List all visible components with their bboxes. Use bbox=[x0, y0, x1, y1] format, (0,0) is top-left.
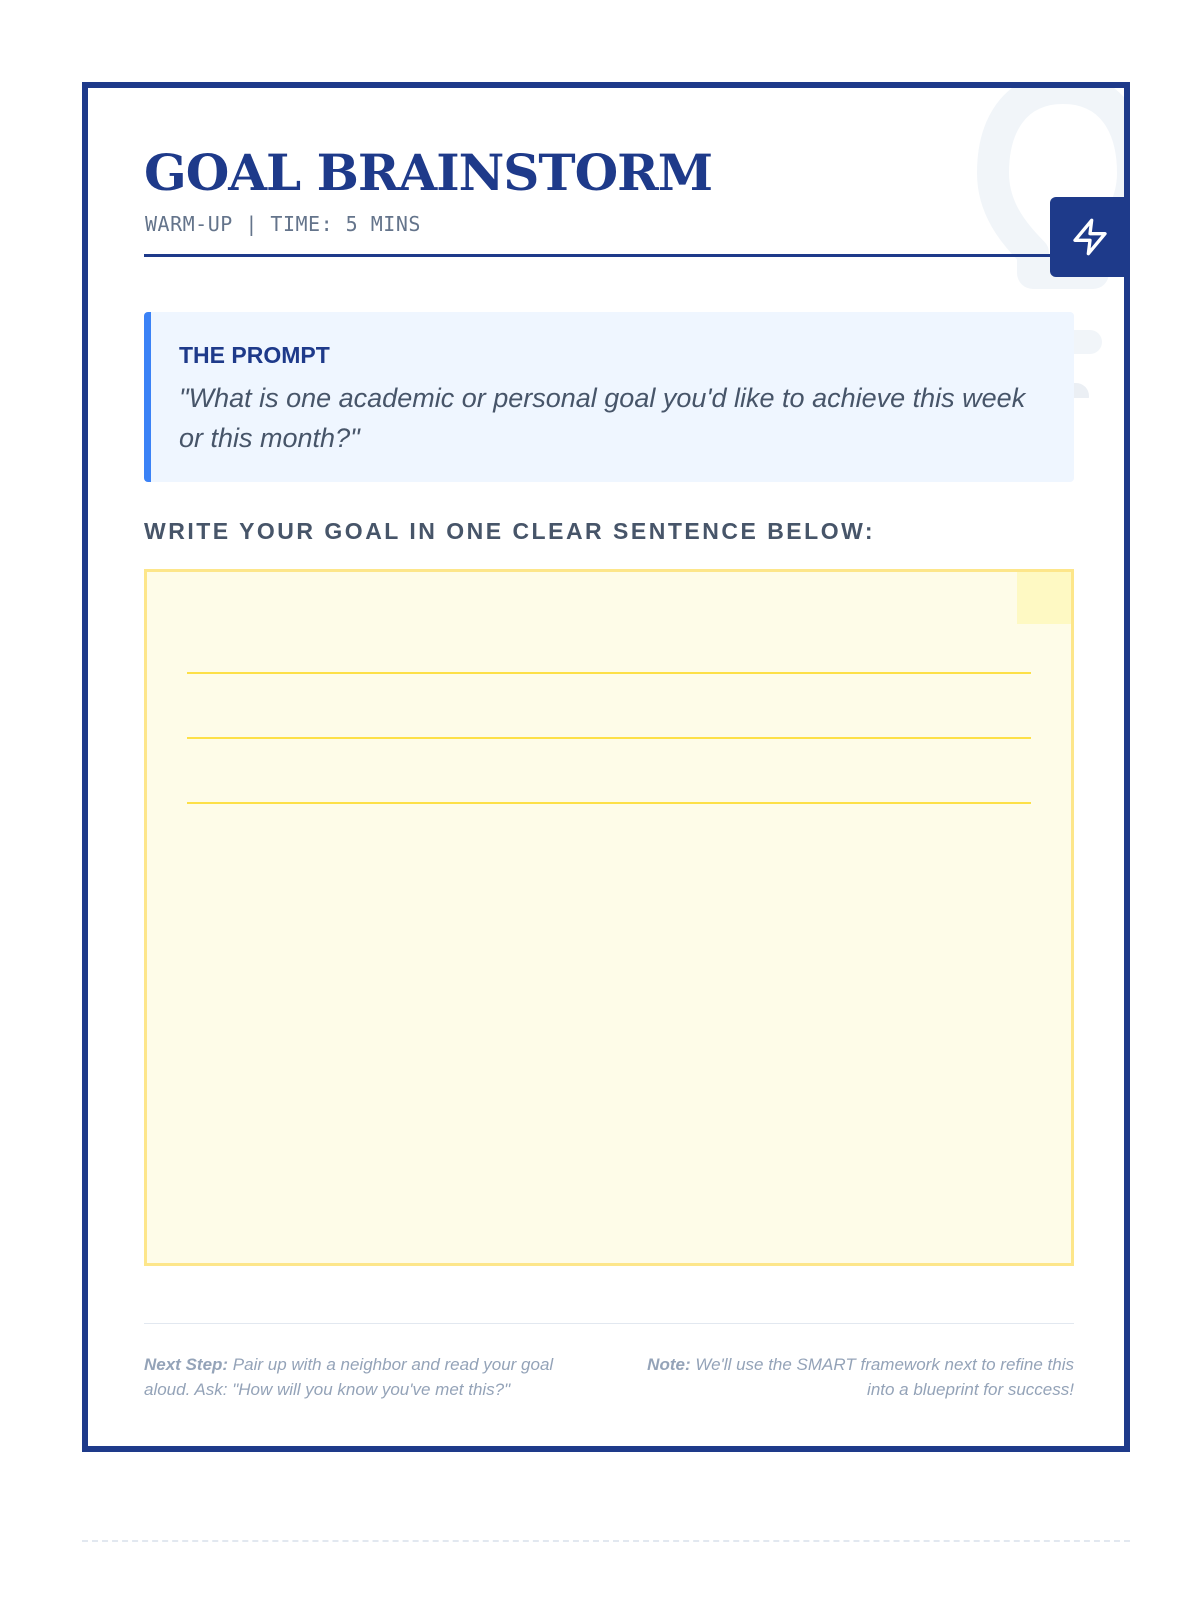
prompt-text: "What is one academic or personal goal you'd like to achieve this week or this month?" bbox=[179, 383, 1026, 453]
prompt-label: THE PROMPT bbox=[179, 342, 330, 368]
page-break-divider bbox=[82, 1540, 1130, 1542]
goal-writing-area[interactable] bbox=[144, 569, 1074, 1266]
activity-badge bbox=[1050, 197, 1130, 277]
lightning-bolt-icon bbox=[1070, 217, 1110, 257]
writing-line bbox=[187, 672, 1031, 674]
writing-line bbox=[187, 737, 1031, 739]
smart-note bbox=[624, 1352, 1074, 1402]
writing-line bbox=[187, 802, 1031, 804]
next-step-note bbox=[144, 1352, 594, 1402]
header-divider bbox=[144, 254, 1074, 257]
footer-divider bbox=[144, 1323, 1074, 1324]
prompt-box bbox=[144, 312, 1074, 482]
next-step-label: Next Step: bbox=[144, 1355, 229, 1374]
next-step-text: Pair up with a neighbor and read your goal aloud. Ask: "How will you know you've met this?" bbox=[144, 1355, 554, 1399]
worksheet-card bbox=[82, 82, 1130, 1452]
note-text: We'll use the SMART framework next to refine this into a blueprint for success! bbox=[690, 1355, 1074, 1399]
instruction-label: WRITE YOUR GOAL IN ONE CLEAR SENTENCE BELOW: bbox=[144, 518, 876, 544]
note-corner bbox=[1017, 572, 1071, 624]
header bbox=[144, 140, 1074, 260]
activity-subtitle: WARM-UP | TIME: 5 MINS bbox=[145, 212, 421, 236]
note-label: Note: bbox=[647, 1355, 691, 1374]
page-title: GOAL BRAINSTORM bbox=[144, 143, 713, 202]
